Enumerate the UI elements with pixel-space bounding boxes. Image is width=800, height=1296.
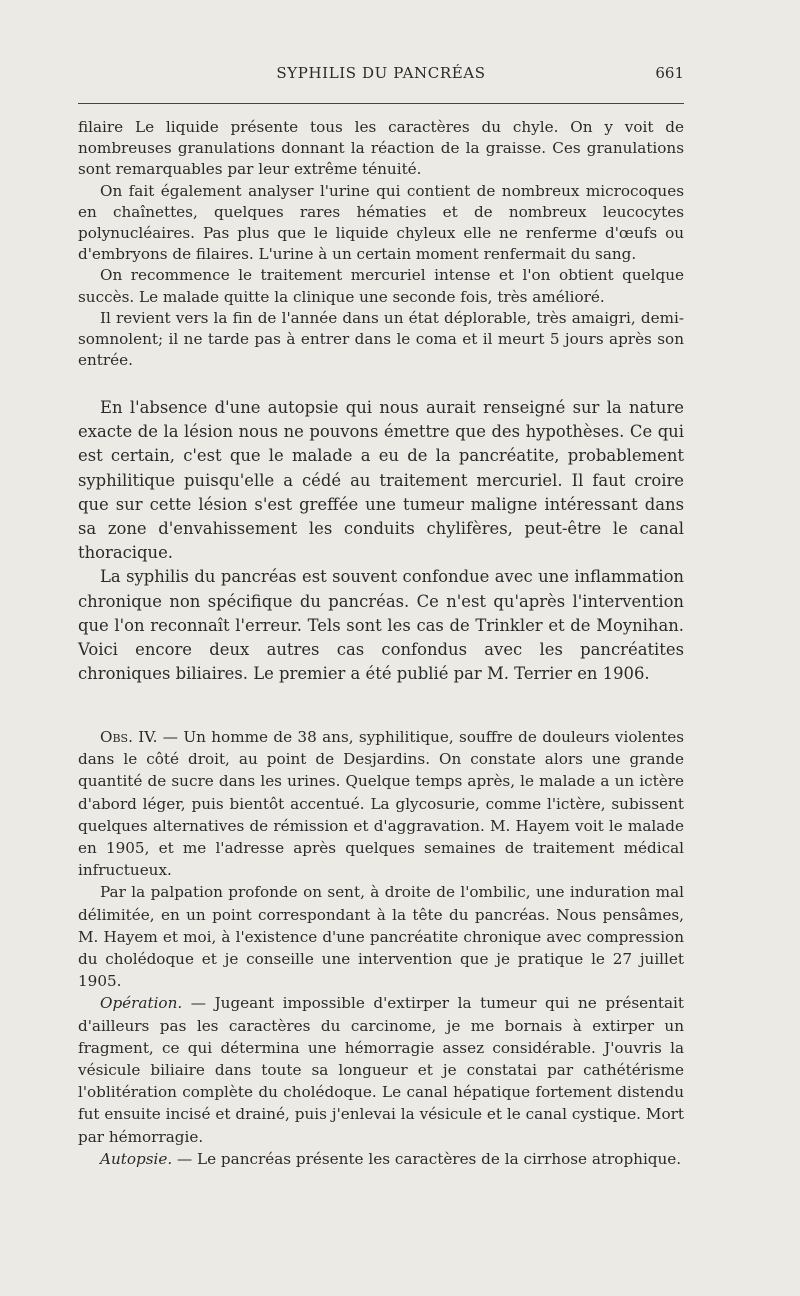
page-number: 661 xyxy=(655,64,684,82)
paragraph-hypotheses: En l'absence d'une autopsie qui nous aurait renseigné sur la nature exacte de la lésion nous ne pouvons émettre que des hypothèses. Ce qui est certain, c'est que le malade a eu de la pancréatite, probablement syphilitique puisqu'elle a cédé au traitement mercuriel. Il faut croire que sur cette lésion s'est greffée une tumeur maligne intéressant dans sa zone d'envahissement les conduits chylifères, peut-être le canal thoracique. xyxy=(78,398,684,563)
observation-text: — Un homme de 38 ans, syphilitique, souffre de douleurs violentes dans le côté droit, au point de Desjardins. On constate alors une grande quantité de sucre dans les urines. Quelque temps après, le malade a un ictère d'abord léger, puis bientôt accentué. La glycosurie, comme l'ictère, subissent quelques alternatives de rémission et d'aggravation. M. Hayem voit le malade en 1905, et me l'adresse après quelques semaines de traitement médical infructueux. xyxy=(78,728,685,880)
paragraph-chyle: filaire Le liquide présente tous les caractères du chyle. On y voit de nombreuses granulations donnant la réaction de la graisse. Ces granulations sont remarquables par leur extrême ténuité. xyxy=(78,118,684,179)
paragraph-palpation: Par la palpation profonde on sent, à droite de l'ombilic, une induration mal délimitée, en un point correspondant à la tête du pancréas. Nous pensâmes, M. Hayem et moi, à l'existence d'une pancréatite chronique avec compression du cholédoque et je conseille une intervention que je pratique le 27 juillet 1905. xyxy=(78,883,684,991)
observation-label: Obs. IV. xyxy=(100,728,158,746)
paragraph-confusion: La syphilis du pancréas est souvent confondue avec une inflammation chronique non spécifique du pancréas. Ce n'est qu'après l'intervention que l'on reconnaît l'erreur. Tels sont les cas de Trinkler et de Moynihan. Voici encore deux autres cas confondus avec les pancréatites chroniques biliaires. Le premier a été publié par M. Terrier en 1906. xyxy=(78,567,684,684)
paragraph-autopsy xyxy=(78,1148,684,1170)
autopsy-text: — Le pancréas présente les caractères de la cirrhose atrophique. xyxy=(177,1149,682,1168)
paragraph-urine: On fait également analyser l'urine qui contient de nombreux microcoques en chaînettes, quelques rares hématies et de nombreux leucocytes polynucléaires. Pas plus que le liquide chyleux elle ne renferme d'œufs ou d'embryons de filaires. L'urine à un certain moment renfermait du sang. xyxy=(78,181,684,264)
autopsy-label: Autopsie. xyxy=(100,1149,173,1168)
operation-text: — Jugeant impossible d'extirper la tumeur qui ne présentait d'ailleurs pas les caractères du carcinome, je me bornais à extirper un fragment, ce qui détermina une hémorragie assez considérable. J'ouvris la vésicule biliaire dans toute sa longueur et je constatai par cathétérisme l'oblitération complète du cholédoque. Le canal hépatique fortement distendu fut ensuite incisé et drainé, puis j'enlevai la vésicule et le canal cystique. Mort par hémorragie. xyxy=(78,994,684,1146)
paragraph-observation xyxy=(78,726,684,881)
operation-label: Opération. xyxy=(100,994,183,1013)
running-title: SYPHILIS DU PANCRÉAS xyxy=(276,64,486,82)
case-continuation-block xyxy=(78,117,684,371)
discussion-block xyxy=(78,396,684,686)
observation-block xyxy=(78,726,684,1170)
paragraph-treatment: On recommence le traitement mercuriel intense et l'on obtient quelque succès. Le malade quitte la clinique une seconde fois, très amélioré. xyxy=(78,266,684,306)
paragraph-outcome: Il revient vers la fin de l'année dans un état déplorable, très amaigri, demi-somnolent; il ne tarde pas à entrer dans le coma et il meurt 5 jours après son entrée. xyxy=(78,308,684,370)
header-rule xyxy=(78,103,684,104)
paragraph-operation xyxy=(78,992,684,1147)
running-header xyxy=(78,62,684,86)
